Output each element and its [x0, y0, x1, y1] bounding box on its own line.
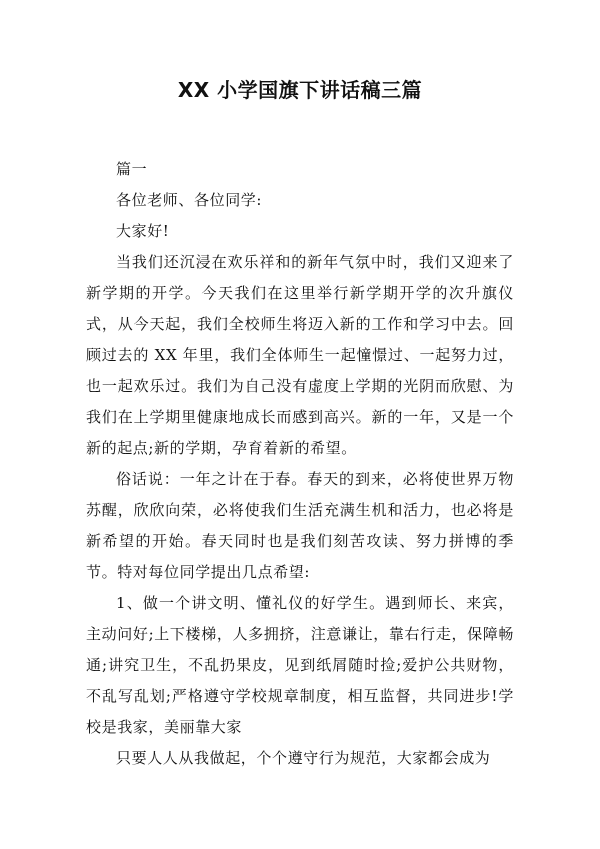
body-paragraph: 俗话说：一年之计在于春。春天的到来，必将使世界万物苏醒，欣欣向荣，必将使我们生活充满生机和活力，也必将是新希望的开始。春天同时也是我们刻苦攻读、努力拼博的季节。特对每位同学提出几点希望: [86, 470, 514, 581]
greeting: 各位老师、各位同学: [116, 191, 263, 209]
salutation: 大家好! [116, 222, 170, 240]
body-paragraph: 当我们还沉浸在欢乐祥和的新年气氛中时，我们又迎来了新学期的开学。今天我们在这里举行新学期开学的次升旗仪式，从今天起，我们全校师生将迈入新的工作和学习中去。回顾过去的 XX 年里，我们全体师生一起憧憬过、一起努力过，也一起欢乐过。我们为自己没有虚度上学期的光阴而欣慰、为我们在上学期里健康地成长而感到高兴。新的一年，又是一个新的起点;新的学期，孕育着新的希望。 [86, 253, 514, 457]
section-label: 篇一 [116, 160, 148, 178]
document-body [86, 154, 514, 774]
body-paragraph: 1、做一个讲文明、懂礼仪的好学生。遇到师长、来宾，主动问好;上下楼梯，人多拥挤，注意谦让，靠右行走，保障畅通;讲究卫生，不乱扔果皮，见到纸屑随时捡;爱护公共财物，不乱写乱划;严格遵守学校规章制度，相互监督，共同进步!学校是我家，美丽靠大家 [86, 594, 514, 736]
document-title: XX 小学国旗下讲话稿三篇 [177, 78, 423, 102]
body-paragraph: 只要人人从我做起，个个遵守行为规范，大家都会成为 [116, 749, 491, 767]
